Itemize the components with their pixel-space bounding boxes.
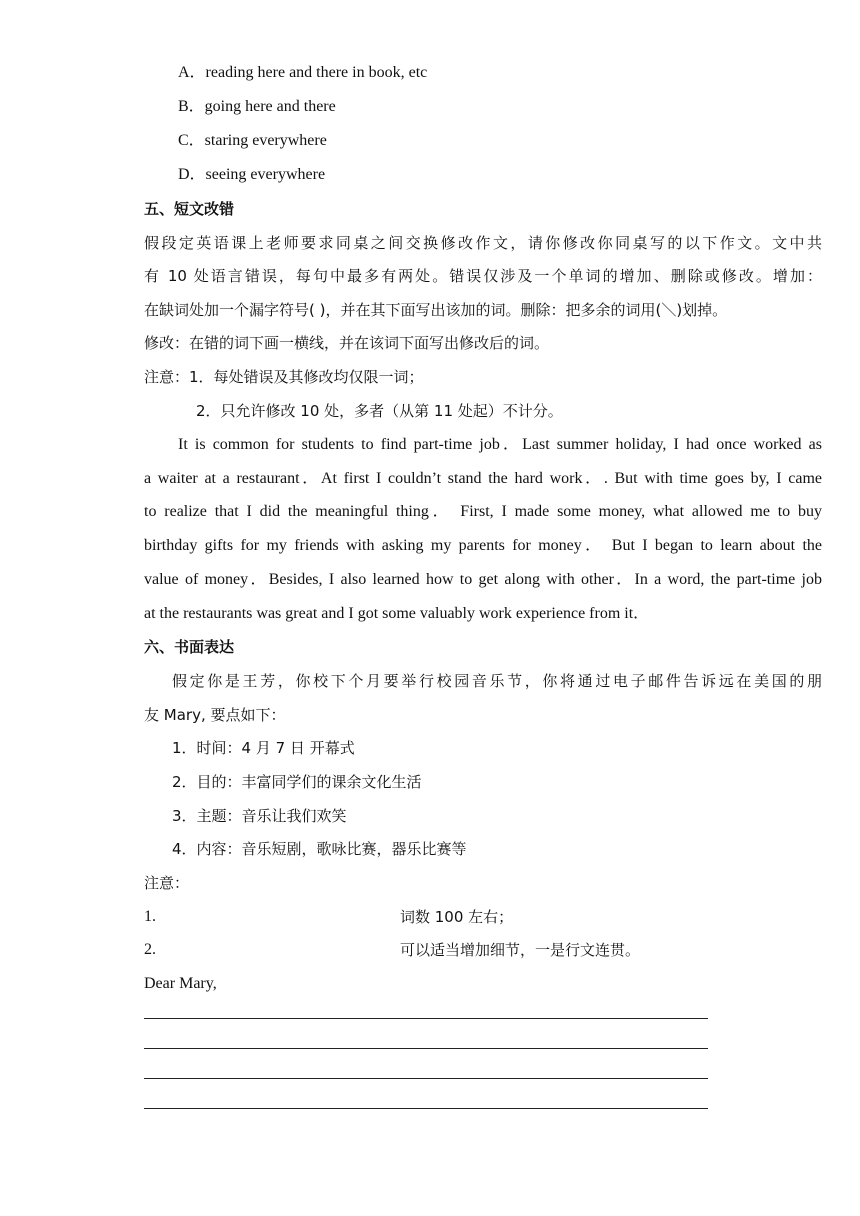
writing-line[interactable]: [144, 1108, 708, 1109]
point-item: 2．目的：丰富同学们的课余文化生活: [172, 773, 422, 791]
section5-instruction-line: 修改：在错的词下画一横线，并在该词下面写出修改后的词。: [144, 334, 550, 352]
passage-line: birthday gifts for my friends with asking my parents for money． But I began to learn about the: [144, 537, 822, 554]
option-d: D．seeing everywhere: [178, 166, 326, 183]
section5-instruction-line: 有 10 处语言错误，每句中最多有两处。错误仅涉及一个单词的增加、删除或修改。增加：: [144, 267, 822, 285]
section5-note-1: 注意：1．每处错误及其修改均仅限一词；: [144, 368, 424, 386]
section5-instruction-line: 在缺词处加一个漏字符号( )，并在其下面写出该加的词。删除：把多余的词用(＼)划掉。: [144, 301, 728, 319]
option-b: B．going here and there: [178, 98, 336, 115]
passage-line: at the restaurants was great and I got some valuably work experience from it．: [144, 605, 650, 622]
writing-line[interactable]: [144, 1018, 708, 1019]
section5-instruction-line: 假段定英语课上老师要求同桌之间交换修改作文，请你修改你同桌写的以下作文。文中共: [144, 234, 822, 252]
writing-line[interactable]: [144, 1048, 708, 1049]
point-item: 4．内容：音乐短剧，歌咏比赛，器乐比赛等: [172, 840, 467, 858]
notes-label: 注意：: [144, 874, 190, 892]
salutation: Dear Mary,: [144, 975, 217, 992]
note-number: 2.: [144, 941, 156, 958]
section5-note-2: 2．只允许修改 10 处，多者（从第 11 处起）不计分。: [196, 402, 563, 420]
section6-heading: 六、书面表达: [144, 638, 235, 656]
note-text: 词数 100 左右；: [400, 908, 514, 926]
passage-line: It is common for students to find part-time job．Last summer holiday, I had once worked as: [178, 436, 822, 453]
section5-heading: 五、短文改错: [144, 200, 235, 218]
section6-intro: 假定你是王芳，你校下个月要举行校园音乐节，你将通过电子邮件告诉远在美国的朋: [172, 672, 822, 690]
option-a: A．reading here and there in book, etc: [178, 64, 428, 81]
option-c: C．staring everywhere: [178, 132, 327, 149]
section6-intro: 友 Mary, 要点如下：: [144, 706, 286, 724]
passage-line: to realize that I did the meaningful thing． First, I made some money, what allowed me to buy: [144, 503, 823, 520]
point-item: 3．主题：音乐让我们欢笑: [172, 807, 347, 825]
note-text: 可以适当增加细节，一是行文连贯。: [400, 941, 641, 959]
point-item: 1．时间：4 月 7 日 开幕式: [172, 739, 355, 757]
passage-line: a waiter at a restaurant．At first I couldn’t stand the hard work．. But with time goes by, I came: [144, 470, 822, 487]
note-number: 1.: [144, 908, 156, 925]
passage-line: value of money．Besides, I also learned how to get along with other．In a word, the part-time job: [144, 571, 822, 588]
writing-line[interactable]: [144, 1078, 708, 1079]
